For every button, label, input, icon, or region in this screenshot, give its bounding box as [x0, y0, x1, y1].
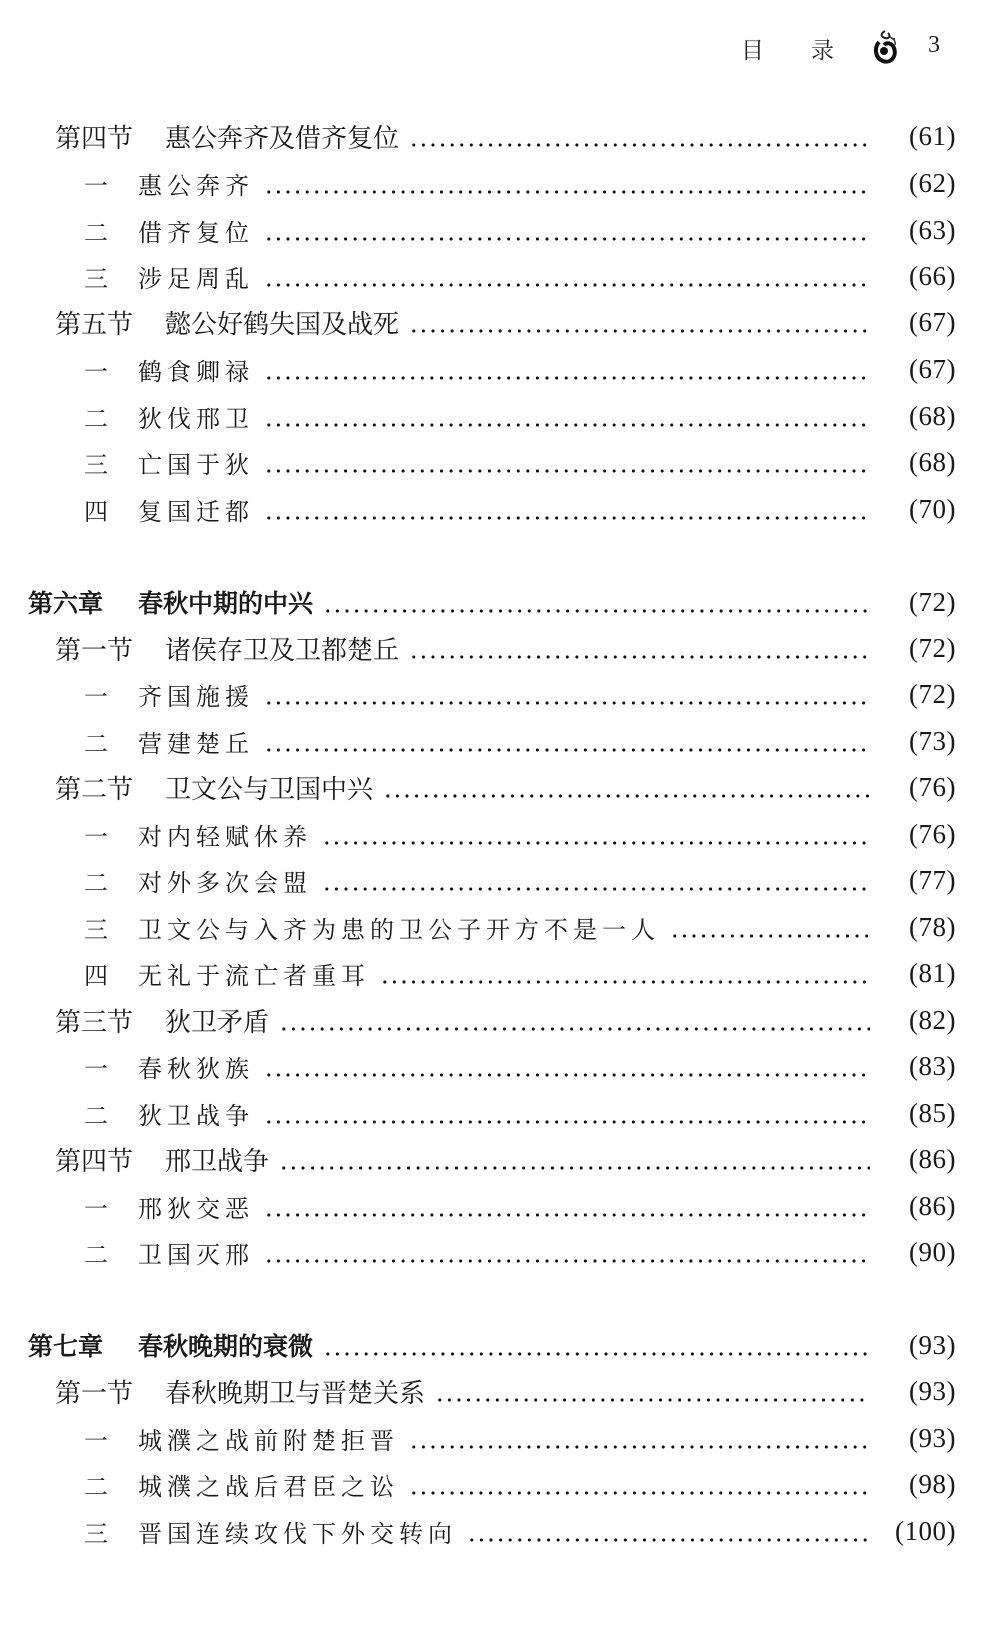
dot-leader — [322, 860, 870, 900]
toc-entry-title: 诸侯存卫及卫都楚丘 — [165, 635, 400, 666]
dot-leader — [264, 721, 870, 761]
toc-entry-title: 城濮之战前附楚拒晋 — [138, 1426, 399, 1455]
toc-entry-label — [0, 213, 254, 248]
toc-item-row[interactable] — [0, 349, 986, 389]
toc-entry-number: 二 — [84, 729, 108, 758]
toc-entry-label — [0, 166, 254, 201]
toc-page-number: (68) — [909, 400, 956, 431]
toc-entry-number: 一 — [84, 682, 108, 711]
toc-entry-title: 狄卫战争 — [138, 1101, 254, 1130]
toc-entry-number: 第五节 — [55, 309, 134, 340]
toc-entry-title: 营建楚丘 — [138, 729, 254, 758]
dot-leader — [264, 396, 870, 436]
toc-item-row[interactable] — [0, 1464, 986, 1504]
toc-section-row[interactable] — [0, 767, 986, 807]
toc-page-number: (86) — [909, 1143, 956, 1174]
toc-entry-title: 鹤食卿禄 — [138, 357, 254, 386]
toc-entry-title: 复国迁都 — [138, 497, 254, 526]
toc-item-row[interactable] — [0, 210, 986, 250]
toc-entry-number: 第四节 — [55, 123, 134, 154]
dot-leader — [279, 1139, 870, 1179]
dot-leader — [380, 953, 870, 993]
dot-leader — [264, 1046, 870, 1086]
toc-entry-number: 二 — [84, 1472, 108, 1501]
toc-page-number: (77) — [909, 864, 956, 895]
toc-item-row[interactable] — [0, 953, 986, 993]
toc-section-row[interactable] — [0, 1371, 986, 1411]
toc-entry-number: 一 — [84, 357, 108, 386]
toc-item-row[interactable] — [0, 1418, 986, 1458]
toc-item-row[interactable] — [0, 1093, 986, 1133]
toc-section-row[interactable] — [0, 302, 986, 342]
toc-item-row[interactable] — [0, 1232, 986, 1272]
toc-entry-title: 惠公奔齐及借齐复位 — [165, 123, 400, 154]
toc-item-row[interactable] — [0, 256, 986, 296]
dot-leader — [264, 489, 870, 529]
toc-entry-label — [0, 863, 312, 898]
toc-page-number: (68) — [909, 446, 956, 477]
toc-entry-number: 第一节 — [55, 635, 134, 666]
toc-entry-label — [0, 304, 399, 341]
toc-item-row[interactable] — [0, 721, 986, 761]
toc-entry-title: 齐国施援 — [138, 682, 254, 711]
toc-item-row[interactable] — [0, 1511, 986, 1551]
toc-page-number: (81) — [909, 957, 956, 988]
toc-entry-label — [0, 1373, 425, 1410]
toc-entry-label — [0, 1467, 399, 1502]
toc-page-number: (86) — [909, 1190, 956, 1221]
toc-entry-title: 懿公好鹤失国及战死 — [165, 309, 400, 340]
dot-leader — [467, 1511, 870, 1551]
toc-page-number: (93) — [909, 1329, 956, 1360]
toc-entry-label — [0, 1002, 269, 1039]
toc-item-row[interactable] — [0, 814, 986, 854]
toc-entry-label — [0, 259, 254, 294]
toc-chapter-row[interactable] — [0, 1325, 986, 1365]
dot-leader — [383, 767, 870, 807]
toc-entry-label — [0, 1514, 457, 1549]
dot-leader — [264, 256, 870, 296]
toc-page-number: (66) — [909, 260, 956, 291]
toc-entry-number: 一 — [84, 822, 108, 851]
toc-entry-title: 邢狄交恶 — [138, 1194, 254, 1223]
swirl-logo-icon — [870, 28, 900, 66]
toc-entry-label — [0, 1327, 313, 1363]
toc-section-row[interactable] — [0, 116, 986, 156]
toc-entry-number: 四 — [84, 497, 108, 526]
toc-entry-title: 城濮之战后君臣之讼 — [138, 1472, 399, 1501]
toc-entry-number: 一 — [84, 1194, 108, 1223]
toc-entry-number: 第一节 — [55, 1378, 134, 1409]
toc-entry-number: 三 — [84, 264, 108, 293]
dot-leader — [323, 1325, 870, 1365]
toc-entry-label — [0, 769, 373, 806]
toc-entry-title: 惠公奔齐 — [138, 171, 254, 200]
toc-entry-number: 二 — [84, 1240, 108, 1269]
toc-page-number: (82) — [909, 1004, 956, 1035]
dot-leader — [409, 302, 870, 342]
toc-page-number: (90) — [909, 1236, 956, 1267]
toc-entry-title: 对内轻赋休养 — [138, 822, 312, 851]
toc-entry-label — [0, 1141, 269, 1178]
toc-page-number: (78) — [909, 911, 956, 942]
header-title-char-2: 录 — [811, 38, 834, 64]
toc-entry-number: 三 — [84, 1519, 108, 1548]
dot-leader — [323, 582, 870, 622]
dot-leader — [670, 907, 870, 947]
toc-item-row[interactable] — [0, 860, 986, 900]
toc-entry-label — [0, 492, 254, 527]
toc-page-number: (70) — [909, 493, 956, 524]
toc-entry-label — [0, 956, 370, 991]
dot-leader — [322, 814, 870, 854]
toc-entry-number: 四 — [84, 961, 108, 990]
toc-entry-label — [0, 630, 399, 667]
toc-entry-number: 二 — [84, 1101, 108, 1130]
toc-entry-number: 一 — [84, 1426, 108, 1455]
toc-page-number: (61) — [909, 120, 956, 151]
toc-page-number: (67) — [909, 306, 956, 337]
toc-item-row[interactable] — [0, 1186, 986, 1226]
toc-entry-label — [0, 677, 254, 712]
toc-entry-label — [0, 817, 312, 852]
dot-leader — [264, 1093, 870, 1133]
toc-entry-label — [0, 352, 254, 387]
toc-entry-title: 狄卫矛盾 — [165, 1007, 270, 1038]
dot-leader — [264, 163, 870, 203]
toc-entry-title: 卫文公与入齐为患的卫公子开方不是一人 — [138, 915, 660, 944]
toc-entry-title: 春秋晚期的衰微 — [138, 1332, 314, 1361]
toc-entry-number: 第三节 — [55, 1007, 134, 1038]
dot-leader — [409, 1418, 870, 1458]
toc-item-row[interactable] — [0, 1046, 986, 1086]
dot-leader — [264, 210, 870, 250]
toc-section-row[interactable] — [0, 1000, 986, 1040]
page-number: 3 — [928, 32, 940, 58]
toc-entry-number: 二 — [84, 404, 108, 433]
toc-page-number: (93) — [909, 1375, 956, 1406]
toc-entry-title: 春秋狄族 — [138, 1054, 254, 1083]
toc-entry-title: 春秋中期的中兴 — [138, 589, 314, 618]
toc-entry-title: 亡国于狄 — [138, 450, 254, 479]
toc-entry-number: 第六章 — [28, 589, 104, 618]
toc-entry-number: 第二节 — [55, 774, 134, 805]
toc-page-number: (62) — [909, 167, 956, 198]
toc-page-number: (76) — [909, 771, 956, 802]
toc-entry-title: 涉足周乱 — [138, 264, 254, 293]
toc-entry-title: 卫国灭邢 — [138, 1240, 254, 1269]
toc-page-number: (72) — [909, 678, 956, 709]
header-title-char-1: 目 — [741, 38, 764, 64]
dot-leader — [435, 1371, 870, 1411]
toc-entry-label — [0, 1096, 254, 1131]
toc-entry-title: 春秋晚期卫与晋楚关系 — [165, 1378, 426, 1409]
toc-entry-number: 三 — [84, 915, 108, 944]
toc-entry-label — [0, 584, 313, 620]
toc-page-number: (72) — [909, 586, 956, 617]
dot-leader — [409, 116, 870, 156]
toc-entry-number: 二 — [84, 218, 108, 247]
toc-page-number: (73) — [909, 725, 956, 756]
toc-chapter-row[interactable] — [0, 582, 986, 622]
toc-item-row[interactable] — [0, 489, 986, 529]
toc-item-row[interactable] — [0, 907, 986, 947]
toc-entry-label — [0, 1189, 254, 1224]
dot-leader — [264, 1186, 870, 1226]
dot-leader — [279, 1000, 870, 1040]
toc-entry-label — [0, 399, 254, 434]
toc-entry-label — [0, 1421, 399, 1456]
toc-entry-label — [0, 445, 254, 480]
toc-page-number: (93) — [909, 1422, 956, 1453]
toc-entry-label — [0, 910, 660, 945]
toc-entry-number: 一 — [84, 1054, 108, 1083]
toc-page-number: (83) — [909, 1050, 956, 1081]
toc-item-row[interactable] — [0, 442, 986, 482]
toc-item-row[interactable] — [0, 396, 986, 436]
dot-leader — [264, 442, 870, 482]
toc-entry-title: 邢卫战争 — [165, 1146, 270, 1177]
toc-entry-label — [0, 1235, 254, 1270]
dot-leader — [409, 1464, 870, 1504]
toc-entry-title: 卫文公与卫国中兴 — [165, 774, 374, 805]
dot-leader — [264, 1232, 870, 1272]
toc-entry-number: 一 — [84, 171, 108, 200]
toc-entry-label — [0, 724, 254, 759]
toc-entry-number: 第四节 — [55, 1146, 134, 1177]
toc-entry-title: 狄伐邢卫 — [138, 404, 254, 433]
toc-entry-title: 借齐复位 — [138, 218, 254, 247]
dot-leader — [264, 674, 870, 714]
toc-page-number: (98) — [909, 1468, 956, 1499]
toc-page-number: (63) — [909, 214, 956, 245]
toc-entry-label — [0, 1049, 254, 1084]
dot-leader — [264, 349, 870, 389]
toc-entry-number: 二 — [84, 868, 108, 897]
toc-entry-number: 第七章 — [28, 1332, 104, 1361]
toc-entry-title: 无礼于流亡者重耳 — [138, 961, 370, 990]
toc-page-number: (72) — [909, 632, 956, 663]
dot-leader — [409, 628, 870, 668]
toc-entry-number: 三 — [84, 450, 108, 479]
toc-item-row[interactable] — [0, 674, 986, 714]
toc-page-number: (85) — [909, 1097, 956, 1128]
toc-item-row[interactable] — [0, 163, 986, 203]
toc-section-row[interactable] — [0, 628, 986, 668]
toc-entry-label — [0, 118, 399, 155]
toc-entry-title: 晋国连续攻伐下外交转向 — [138, 1519, 457, 1548]
toc-page-number: (76) — [909, 818, 956, 849]
toc-page-number: (100) — [895, 1515, 956, 1546]
toc-section-row[interactable] — [0, 1139, 986, 1179]
toc-page-number: (67) — [909, 353, 956, 384]
toc-entry-title: 对外多次会盟 — [138, 868, 312, 897]
